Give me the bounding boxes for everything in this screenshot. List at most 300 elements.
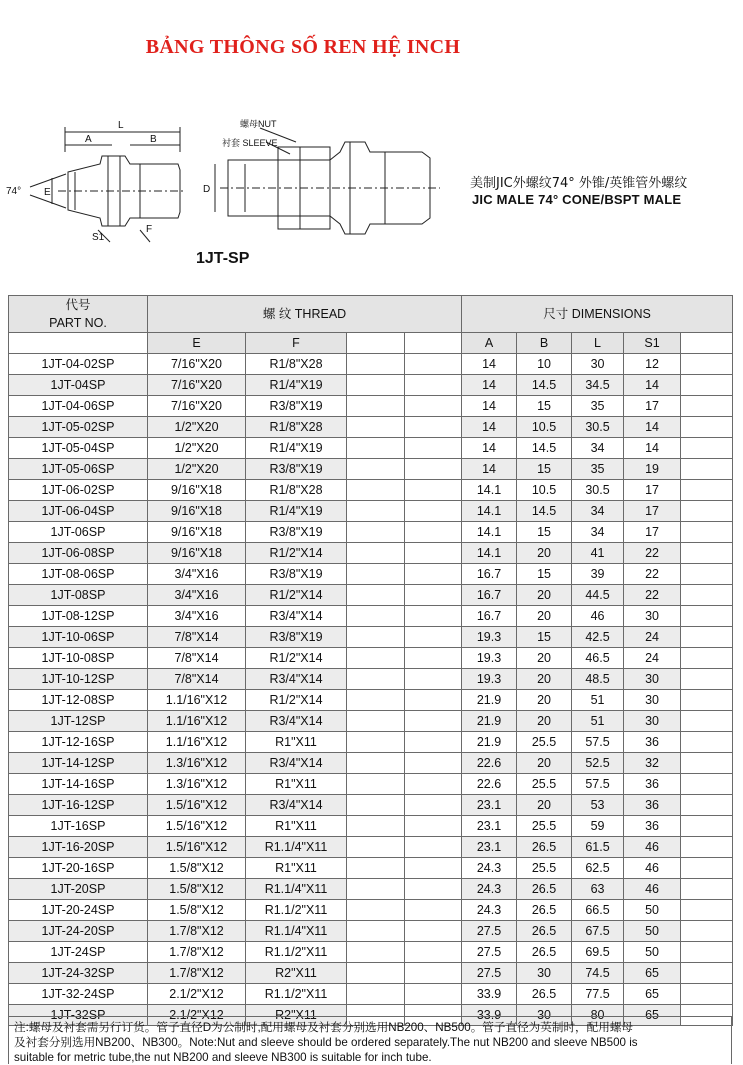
col-empty-1 (347, 333, 405, 354)
cell-thread-f: R3/4"X14 (246, 669, 347, 690)
cell-dim-l: 30 (572, 354, 624, 375)
cell-empty (405, 879, 462, 900)
cell-thread-e: 7/16"X20 (148, 354, 246, 375)
cell-part-no: 1JT-32SP (9, 1005, 148, 1026)
cell-empty (405, 753, 462, 774)
cell-dim-s1: 32 (624, 753, 681, 774)
cell-part-no: 1JT-14-12SP (9, 753, 148, 774)
cell-part-no: 1JT-06-04SP (9, 501, 148, 522)
cell-thread-e: 7/8"X14 (148, 627, 246, 648)
cell-empty (681, 984, 733, 1005)
cell-part-no: 1JT-05-06SP (9, 459, 148, 480)
cell-thread-e: 9/16"X18 (148, 522, 246, 543)
cell-dim-b: 25.5 (517, 774, 572, 795)
cell-dim-s1: 24 (624, 627, 681, 648)
cell-dim-s1: 36 (624, 816, 681, 837)
cell-empty (347, 585, 405, 606)
cell-dim-a: 14 (462, 417, 517, 438)
cell-dim-a: 14.1 (462, 480, 517, 501)
cell-empty (681, 669, 733, 690)
cell-thread-e: 1.7/8"X12 (148, 921, 246, 942)
col-S1: S1 (624, 333, 681, 354)
cell-empty (681, 396, 733, 417)
table-row (9, 816, 733, 837)
cell-dim-b: 20 (517, 669, 572, 690)
footnote-line-1: 注:螺母及衬套需另行订货。管子直径D为公制时,配用螺母及衬套分别选用NB200、NB500。管子直径为英制时，配用螺母 (14, 1021, 634, 1034)
cell-dim-a: 14 (462, 375, 517, 396)
cell-dim-b: 14.5 (517, 375, 572, 396)
cell-part-no: 1JT-04-06SP (9, 396, 148, 417)
table-row (9, 753, 733, 774)
cell-thread-f: R3/8"X19 (246, 396, 347, 417)
cell-thread-e: 1.1/16"X12 (148, 711, 246, 732)
cell-dim-s1: 22 (624, 543, 681, 564)
table-row (9, 900, 733, 921)
cell-dim-l: 46.5 (572, 648, 624, 669)
table-row (9, 627, 733, 648)
table-row (9, 375, 733, 396)
cell-thread-f: R1"X11 (246, 732, 347, 753)
cell-dim-s1: 46 (624, 858, 681, 879)
cell-empty (347, 375, 405, 396)
cell-thread-f: R3/8"X19 (246, 459, 347, 480)
cell-empty (405, 501, 462, 522)
cell-thread-f: R2"X11 (246, 1005, 347, 1026)
cell-dim-b: 20 (517, 648, 572, 669)
subheader-blank (9, 333, 148, 354)
cell-part-no: 1JT-06-02SP (9, 480, 148, 501)
cell-empty (681, 459, 733, 480)
cell-dim-s1: 30 (624, 669, 681, 690)
cell-part-no: 1JT-06-08SP (9, 543, 148, 564)
cell-empty (681, 858, 733, 879)
cell-dim-a: 14 (462, 354, 517, 375)
cell-empty (405, 816, 462, 837)
cell-part-no: 1JT-04SP (9, 375, 148, 396)
cell-thread-e: 7/8"X14 (148, 669, 246, 690)
cell-thread-f: R1.1/2"X11 (246, 942, 347, 963)
cell-empty (681, 375, 733, 396)
cell-dim-l: 69.5 (572, 942, 624, 963)
cell-thread-f: R3/4"X14 (246, 606, 347, 627)
cell-empty (681, 711, 733, 732)
cell-empty (347, 858, 405, 879)
cell-dim-l: 61.5 (572, 837, 624, 858)
cell-dim-l: 57.5 (572, 732, 624, 753)
cell-part-no: 1JT-08-06SP (9, 564, 148, 585)
cell-dim-a: 14 (462, 438, 517, 459)
cell-thread-e: 2.1/2"X12 (148, 984, 246, 1005)
cell-dim-s1: 30 (624, 606, 681, 627)
cell-empty (405, 438, 462, 459)
cell-thread-f: R1/4"X19 (246, 375, 347, 396)
table-row (9, 417, 733, 438)
cell-empty (681, 774, 733, 795)
cell-thread-f: R3/4"X14 (246, 753, 347, 774)
cell-dim-b: 20 (517, 753, 572, 774)
cell-empty (347, 711, 405, 732)
table-row (9, 669, 733, 690)
cell-dim-b: 20 (517, 543, 572, 564)
cell-dim-a: 23.1 (462, 816, 517, 837)
label-angle: 74° (6, 186, 22, 197)
cell-thread-e: 3/4"X16 (148, 564, 246, 585)
cell-dim-b: 15 (517, 396, 572, 417)
cell-dim-s1: 36 (624, 732, 681, 753)
cell-empty (405, 711, 462, 732)
cell-part-no: 1JT-08SP (9, 585, 148, 606)
cell-empty (405, 774, 462, 795)
cell-dim-l: 59 (572, 816, 624, 837)
cell-thread-f: R1/2"X14 (246, 543, 347, 564)
table-row (9, 459, 733, 480)
cell-part-no: 1JT-10-12SP (9, 669, 148, 690)
cell-thread-e: 1.1/16"X12 (148, 732, 246, 753)
label-B: B (150, 134, 157, 145)
cell-part-no: 1JT-20-16SP (9, 858, 148, 879)
cell-dim-b: 20 (517, 606, 572, 627)
cell-dim-l: 34 (572, 501, 624, 522)
cell-empty (681, 879, 733, 900)
cell-dim-s1: 65 (624, 1005, 681, 1026)
cell-empty (405, 921, 462, 942)
cell-dim-a: 14.1 (462, 543, 517, 564)
cell-dim-s1: 19 (624, 459, 681, 480)
cell-dim-b: 25.5 (517, 816, 572, 837)
cell-thread-f: R1"X11 (246, 774, 347, 795)
spec-description-en: JIC MALE 74° CONE/BSPT MALE (472, 192, 682, 207)
cell-thread-e: 1/2"X20 (148, 438, 246, 459)
cell-dim-l: 34 (572, 438, 624, 459)
cell-dim-a: 16.7 (462, 564, 517, 585)
cell-thread-f: R3/4"X14 (246, 795, 347, 816)
cell-dim-b: 10 (517, 354, 572, 375)
cell-thread-e: 1.5/8"X12 (148, 879, 246, 900)
cell-dim-s1: 36 (624, 774, 681, 795)
table-row (9, 774, 733, 795)
cell-empty (681, 921, 733, 942)
table-row (9, 354, 733, 375)
cell-empty (405, 354, 462, 375)
cell-thread-f: R1.1/2"X11 (246, 984, 347, 1005)
header-part-no-cn: 代号 (65, 298, 91, 312)
cell-dim-b: 20 (517, 711, 572, 732)
cell-dim-s1: 46 (624, 837, 681, 858)
cell-dim-s1: 17 (624, 501, 681, 522)
header-part-no-en: PART NO. (49, 316, 107, 330)
cell-empty (347, 900, 405, 921)
table-row (9, 921, 733, 942)
cell-empty (405, 732, 462, 753)
table-row (9, 606, 733, 627)
cell-thread-f: R1/2"X14 (246, 585, 347, 606)
cell-dim-b: 26.5 (517, 942, 572, 963)
cell-dim-l: 34.5 (572, 375, 624, 396)
cell-empty (347, 501, 405, 522)
cell-empty (681, 648, 733, 669)
cell-dim-a: 19.3 (462, 648, 517, 669)
table-row (9, 795, 733, 816)
cell-thread-f: R1/8"X28 (246, 354, 347, 375)
label-L: L (118, 120, 124, 131)
cell-empty (681, 690, 733, 711)
cell-thread-f: R1/2"X14 (246, 690, 347, 711)
cell-dim-a: 23.1 (462, 795, 517, 816)
cell-dim-a: 24.3 (462, 879, 517, 900)
cell-part-no: 1JT-16SP (9, 816, 148, 837)
cell-empty (347, 648, 405, 669)
table-row (9, 564, 733, 585)
subheader-row (9, 333, 733, 354)
cell-empty (681, 354, 733, 375)
cell-empty (347, 459, 405, 480)
cell-dim-a: 19.3 (462, 669, 517, 690)
table-row (9, 585, 733, 606)
cell-empty (681, 522, 733, 543)
cell-empty (405, 396, 462, 417)
cell-dim-a: 24.3 (462, 900, 517, 921)
cell-dim-l: 39 (572, 564, 624, 585)
cell-empty (681, 417, 733, 438)
cell-thread-f: R1.1/4"X11 (246, 837, 347, 858)
cell-dim-s1: 24 (624, 648, 681, 669)
cell-empty (681, 585, 733, 606)
cell-empty (405, 963, 462, 984)
cell-dim-l: 44.5 (572, 585, 624, 606)
table-row (9, 879, 733, 900)
cell-dim-l: 30.5 (572, 480, 624, 501)
cell-dim-l: 66.5 (572, 900, 624, 921)
cell-dim-l: 51 (572, 690, 624, 711)
header-dimensions: 尺寸 DIMENSIONS (462, 296, 733, 333)
cell-dim-a: 19.3 (462, 627, 517, 648)
cell-thread-f: R1"X11 (246, 816, 347, 837)
footnote (8, 1016, 732, 1064)
cell-part-no: 1JT-20-24SP (9, 900, 148, 921)
cell-dim-a: 33.9 (462, 984, 517, 1005)
cell-dim-b: 26.5 (517, 921, 572, 942)
cell-empty (405, 648, 462, 669)
col-A: A (462, 333, 517, 354)
cell-part-no: 1JT-24-32SP (9, 963, 148, 984)
cell-empty (405, 480, 462, 501)
cell-dim-l: 52.5 (572, 753, 624, 774)
cell-empty (681, 564, 733, 585)
col-empty-3 (681, 333, 733, 354)
cell-empty (347, 480, 405, 501)
cell-thread-e: 1/2"X20 (148, 417, 246, 438)
cell-dim-l: 67.5 (572, 921, 624, 942)
cell-dim-a: 22.6 (462, 753, 517, 774)
cell-dim-a: 27.5 (462, 963, 517, 984)
cell-dim-s1: 14 (624, 417, 681, 438)
cell-dim-l: 51 (572, 711, 624, 732)
cell-part-no: 1JT-05-02SP (9, 417, 148, 438)
cell-dim-a: 14.1 (462, 501, 517, 522)
label-D: D (203, 184, 211, 195)
cell-thread-f: R3/4"X14 (246, 711, 347, 732)
cell-thread-e: 1.1/16"X12 (148, 690, 246, 711)
cell-thread-e: 3/4"X16 (148, 585, 246, 606)
cell-thread-e: 1.3/16"X12 (148, 774, 246, 795)
cell-thread-e: 9/16"X18 (148, 501, 246, 522)
footnote-line-2: 及衬套分别选用NB200、NB300。Note:Nut and sleeve should be ordered separately.The nut NB200 and sleeve NB500 is (14, 1036, 638, 1049)
footnote-line-3: suitable for metric tube,the nut NB200 and sleeve NB300 is suitable for inch tube. (14, 1051, 432, 1064)
table-row (9, 648, 733, 669)
label-E: E (44, 187, 51, 198)
cell-empty (405, 795, 462, 816)
cell-empty (405, 837, 462, 858)
cell-empty (681, 480, 733, 501)
cell-empty (347, 837, 405, 858)
cell-dim-s1: 22 (624, 564, 681, 585)
cell-empty (681, 837, 733, 858)
table-row (9, 732, 733, 753)
cell-dim-s1: 46 (624, 879, 681, 900)
cell-dim-b: 26.5 (517, 900, 572, 921)
cell-empty (681, 942, 733, 963)
cell-part-no: 1JT-10-06SP (9, 627, 148, 648)
cell-dim-b: 26.5 (517, 984, 572, 1005)
cell-empty (681, 501, 733, 522)
cell-empty (405, 606, 462, 627)
cell-dim-s1: 17 (624, 522, 681, 543)
cell-thread-f: R1.1/2"X11 (246, 900, 347, 921)
cell-dim-a: 16.7 (462, 585, 517, 606)
cell-empty (681, 816, 733, 837)
table-row (9, 501, 733, 522)
table-row (9, 858, 733, 879)
cell-thread-e: 7/16"X20 (148, 375, 246, 396)
cell-part-no: 1JT-05-04SP (9, 438, 148, 459)
cell-dim-a: 23.1 (462, 837, 517, 858)
cell-part-no: 1JT-08-12SP (9, 606, 148, 627)
cell-dim-b: 25.5 (517, 858, 572, 879)
fitting-drawing (0, 112, 743, 292)
label-S1: S1 (92, 232, 105, 243)
cell-thread-f: R1/8"X28 (246, 417, 347, 438)
cell-empty (347, 522, 405, 543)
cell-dim-b: 30 (517, 1005, 572, 1026)
cell-empty (681, 900, 733, 921)
col-empty-2 (405, 333, 462, 354)
cell-dim-b: 14.5 (517, 438, 572, 459)
cell-empty (405, 417, 462, 438)
cell-empty (681, 438, 733, 459)
label-sleeve: 衬套 SLEEVE (222, 138, 278, 148)
cell-empty (347, 438, 405, 459)
cell-empty (347, 669, 405, 690)
cell-empty (347, 795, 405, 816)
cell-thread-e: 1.3/16"X12 (148, 753, 246, 774)
col-F: F (246, 333, 347, 354)
cell-dim-b: 20 (517, 690, 572, 711)
cell-empty (405, 942, 462, 963)
cell-thread-f: R1/2"X14 (246, 648, 347, 669)
cell-dim-a: 27.5 (462, 921, 517, 942)
cell-dim-s1: 17 (624, 396, 681, 417)
cell-dim-a: 22.6 (462, 774, 517, 795)
table-row (9, 963, 733, 984)
cell-dim-l: 57.5 (572, 774, 624, 795)
cell-thread-e: 7/16"X20 (148, 396, 246, 417)
col-E: E (148, 333, 246, 354)
table-row (9, 690, 733, 711)
cell-dim-a: 21.9 (462, 732, 517, 753)
col-B: B (517, 333, 572, 354)
cell-dim-s1: 12 (624, 354, 681, 375)
cell-thread-f: R1"X11 (246, 858, 347, 879)
cell-empty (405, 375, 462, 396)
cell-part-no: 1JT-14-16SP (9, 774, 148, 795)
cell-dim-l: 77.5 (572, 984, 624, 1005)
cell-dim-b: 10.5 (517, 417, 572, 438)
cell-dim-l: 74.5 (572, 963, 624, 984)
cell-thread-f: R1/4"X19 (246, 501, 347, 522)
header-part-no (9, 296, 148, 333)
dimension-table (8, 295, 733, 1026)
cell-thread-f: R3/8"X19 (246, 522, 347, 543)
cell-empty (405, 585, 462, 606)
cell-thread-e: 1/2"X20 (148, 459, 246, 480)
cell-thread-e: 1.5/8"X12 (148, 858, 246, 879)
cell-empty (347, 417, 405, 438)
cell-thread-f: R1.1/4"X11 (246, 879, 347, 900)
cell-dim-b: 15 (517, 564, 572, 585)
cell-empty (347, 942, 405, 963)
cell-thread-e: 9/16"X18 (148, 543, 246, 564)
cell-dim-l: 46 (572, 606, 624, 627)
cell-empty (405, 858, 462, 879)
cell-dim-b: 26.5 (517, 837, 572, 858)
cell-empty (347, 564, 405, 585)
cell-dim-b: 15 (517, 522, 572, 543)
cell-dim-a: 27.5 (462, 942, 517, 963)
cell-dim-a: 33.9 (462, 1005, 517, 1026)
label-nut: 螺母NUT (240, 119, 277, 129)
cell-dim-b: 14.5 (517, 501, 572, 522)
cell-empty (681, 606, 733, 627)
cell-empty (347, 732, 405, 753)
cell-thread-e: 1.7/8"X12 (148, 963, 246, 984)
cell-dim-a: 14 (462, 396, 517, 417)
label-A: A (85, 134, 92, 145)
cell-dim-b: 20 (517, 585, 572, 606)
cell-empty (347, 627, 405, 648)
cell-dim-b: 25.5 (517, 732, 572, 753)
cell-dim-s1: 65 (624, 984, 681, 1005)
cell-empty (405, 690, 462, 711)
table-row (9, 480, 733, 501)
cell-empty (681, 753, 733, 774)
cell-empty (405, 669, 462, 690)
cell-thread-f: R1.1/4"X11 (246, 921, 347, 942)
cell-thread-e: 7/8"X14 (148, 648, 246, 669)
cell-dim-a: 21.9 (462, 690, 517, 711)
page-title: BẢNG THÔNG SỐ REN HỆ INCH (145, 36, 461, 58)
cell-part-no: 1JT-12-08SP (9, 690, 148, 711)
table-row (9, 942, 733, 963)
cell-empty (405, 522, 462, 543)
cell-part-no: 1JT-12-16SP (9, 732, 148, 753)
col-L: L (572, 333, 624, 354)
cell-dim-a: 14 (462, 459, 517, 480)
cell-dim-l: 62.5 (572, 858, 624, 879)
cell-dim-s1: 14 (624, 438, 681, 459)
table-row (9, 543, 733, 564)
cell-dim-b: 10.5 (517, 480, 572, 501)
cell-empty (681, 732, 733, 753)
